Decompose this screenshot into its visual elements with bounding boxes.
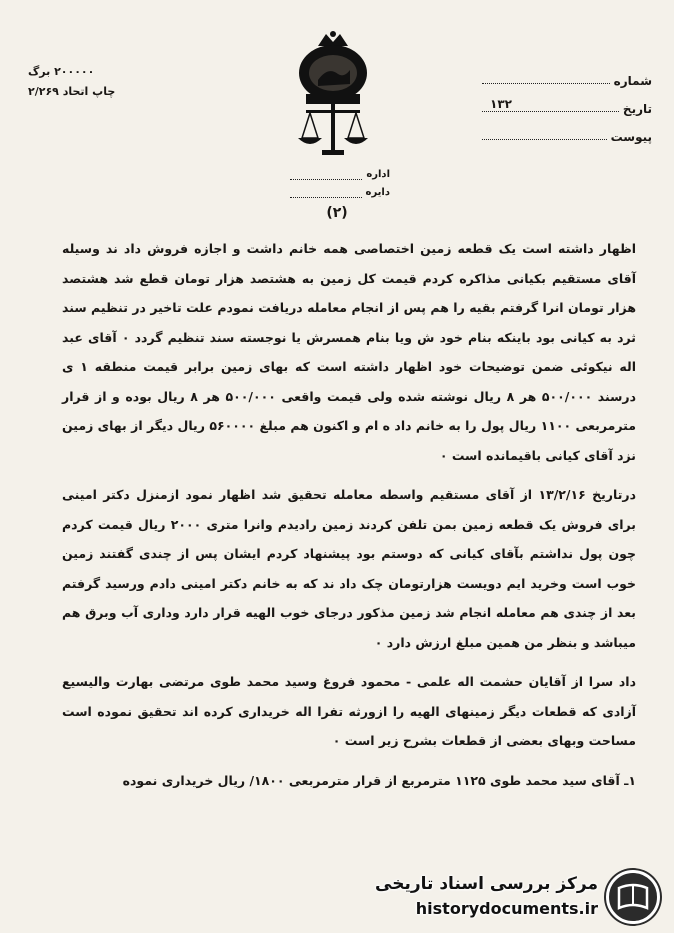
office-fields [290, 166, 390, 202]
date-field [482, 88, 652, 116]
paragraph: اظهار داشته است یک قطعه زمین اختصاصی همه خانم داشت و اجازه فروش داد ند وسیله آقای مستقیم بکیانی مذاکره کردم قیمت کل زمین به هشتصد هزار تومان قطع شد هشتصد هزار تومان انرا گرفتم بقیه را هم پس از انجام معامله دریافت نمودم علت تاخیر در تنظیم سند ثرد به کیانی بود باینکه بنام خود ش ویا بنام همسرش یا نوجسته سند تنظیم گردد ۰ آقای عبد اله نیکوئی ضمن توضیحات خود اظهار داشته است که بهای زمین برابر قیمت منطقه ۱ ی درسند ۵۰۰/۰۰۰ هر ۸ ریال نوشته شده ولی قیمت واقعی ۵۰۰/۰۰۰ هر ۸ ریال بوده و از قرار مترمربعی ۱۱۰۰ ریال پول را به خانم داد ه ام و اکنون هم مبلغ ۵۶۰۰۰۰ ریال دیگر از بهای زمین نزد آقای کیانی باقیمانده است ۰ [62, 241, 637, 463]
print-copies: ۲۰۰۰۰۰ برگ [28, 65, 95, 78]
watermark-url: historydocuments.ir [415, 899, 598, 918]
number-field [482, 60, 652, 88]
page-number: (۲) [326, 205, 348, 221]
attachment-line [482, 139, 607, 140]
office-line [290, 179, 362, 180]
attachment-field [482, 116, 652, 144]
header-fields [482, 60, 652, 144]
date-line [482, 97, 619, 112]
watermark [375, 866, 666, 926]
attachment-label: پیوست [610, 130, 652, 144]
department-field [290, 184, 390, 202]
paragraph: درتاریخ ۱۳/۲/۱۶ از آقای مستقیم واسطه معامله تحقیق شد اظهار نمود ازمنزل دکتر امینی برای فروش یک قطعه زمین بمن تلفن کردند زمین رادیدم وانرا متری ۲۰۰۰ ریال قیمت کردم چون پول نداشتم بآقای کیانی که دوستم بود پیشنهاد کردم ایشان پس از چندی گفتند زمین خوب است وخرید ایم دویست هزارتومان چک داد ند که به خانم دکتر امینی دادم ورسید گرفتم بعد از چندی هم معامله انجام شد زمین مذکور درجای خوب الهیه قرار دارد وداری آب وبرق هم میباشد و بنظر من همین مبلغ ارزش دارد ۰ [62, 487, 636, 650]
department-line [290, 197, 362, 198]
watermark-logo-icon [606, 870, 660, 924]
number-line [482, 83, 610, 84]
paragraph: داد سرا از آقایان حشمت اله علمی - محمود فروغ وسید محمد طوی مرتضی بهارت والیسیع آزادی که قطعات دیگر زمینهای الهیه را ازورثه تفرا اله خریداری کرده اند تحقیق نموده است مساحت وبهای بعضی از قطعات بشرح زیر است ۰ [62, 674, 636, 748]
print-info [28, 62, 148, 102]
office-label: اداره [366, 169, 390, 180]
watermark-fa-text: مرکز بررسی اسناد تاریخی [375, 874, 598, 894]
letter-body [62, 234, 636, 795]
date-value: ۱۳۲ [490, 97, 512, 111]
lion-sun-scales-emblem-icon [288, 28, 378, 168]
date-label: تاریخ [622, 102, 652, 116]
office-field [290, 166, 390, 184]
number-label: شماره [613, 74, 652, 88]
department-label: دایره [365, 187, 390, 198]
print-printer: چاپ اتحاد ۲/۲۶۹ [28, 85, 116, 98]
paragraph: ۱ـ آقای سید محمد طوی ۱۱۲۵ مترمربع از قرار مترمربعی ۱۸۰۰/ ریال خریداری نموده [122, 772, 636, 788]
